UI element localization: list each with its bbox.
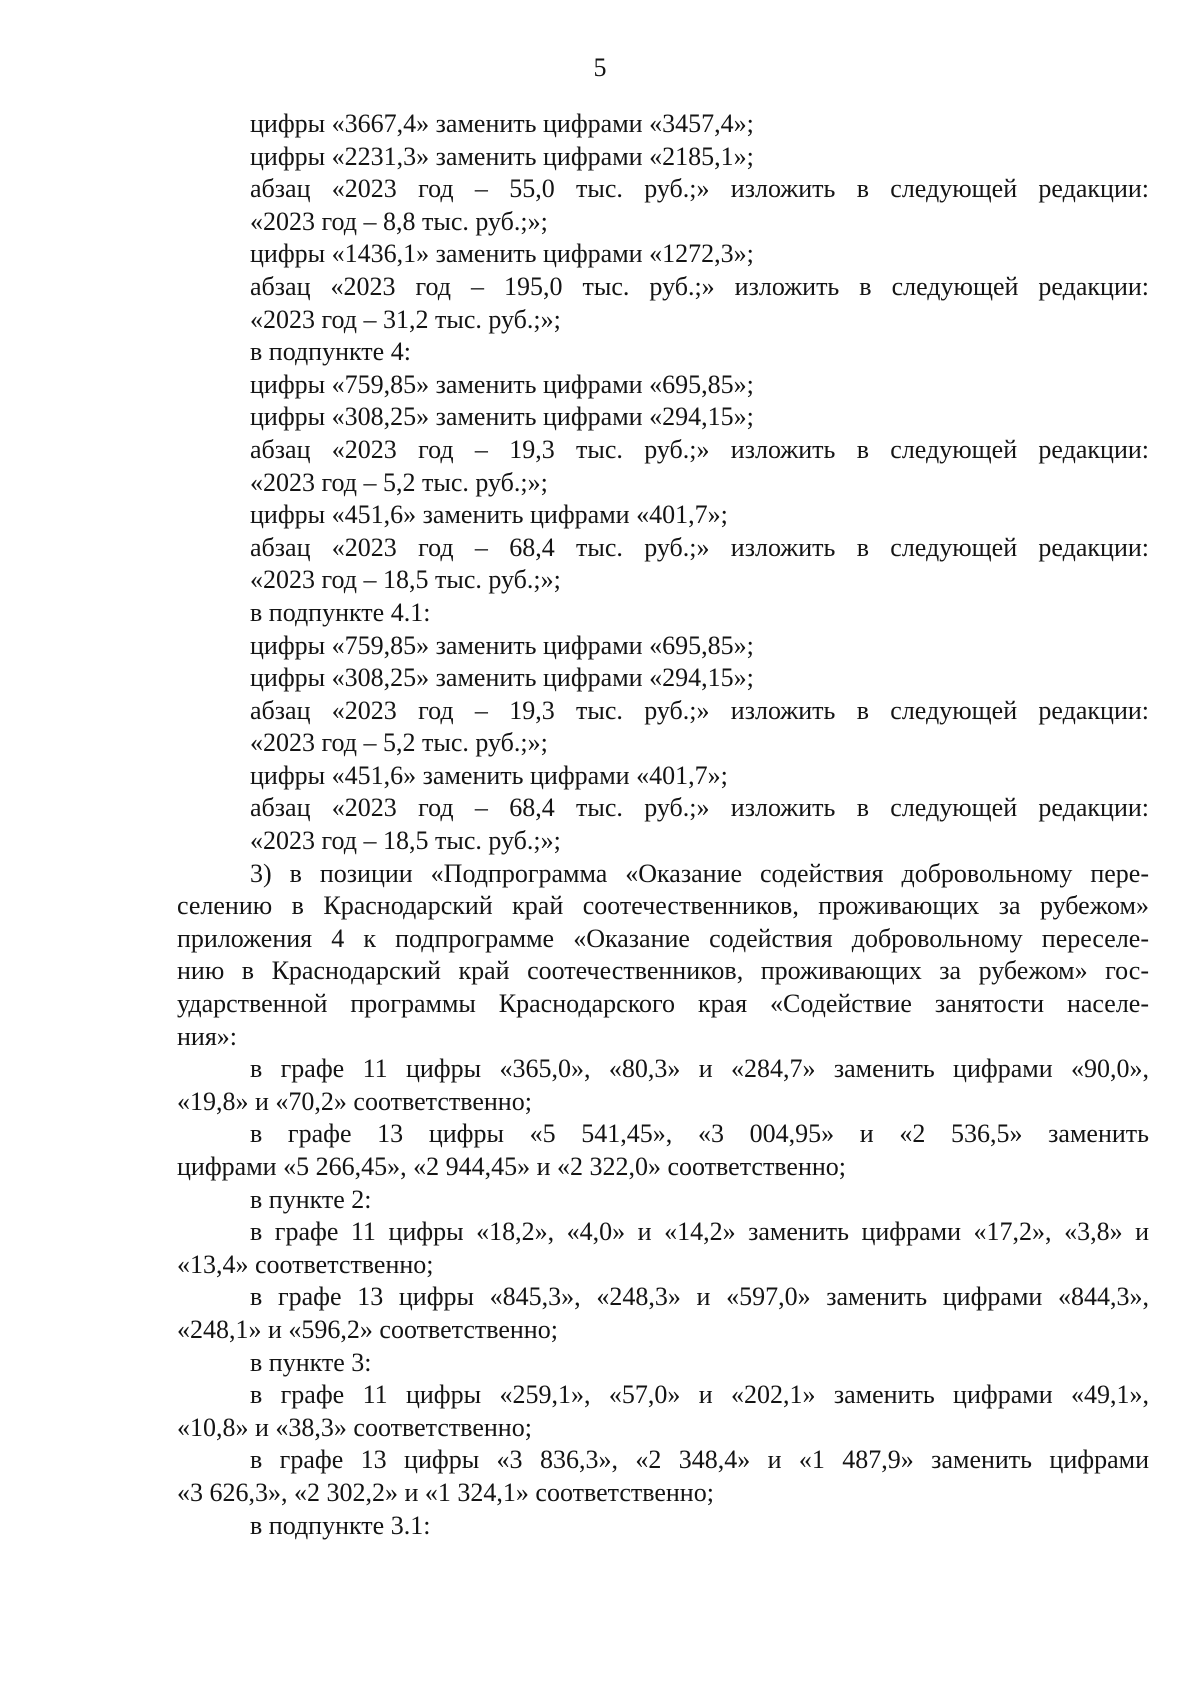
text-line: в графе 11 цифры «18,2», «4,0» и «14,2» заменить цифрами «17,2», «3,8» и	[250, 1217, 1149, 1247]
text-line: цифрами «5 266,45», «2 944,45» и «2 322,0» соответственно;	[177, 1152, 847, 1181]
text-line: в подпункте 4.1:	[250, 597, 431, 627]
text-line: «2023 год – 5,2 тыс. руб.;»;	[250, 467, 548, 497]
text-line: селению в Краснодарский край соотечественников, проживающих за рубежом»	[177, 891, 1149, 921]
text-line: в подпункте 3.1:	[250, 1510, 431, 1540]
text-line: цифры «451,6» заменить цифрами «401,7»;	[250, 500, 728, 530]
text-line: цифры «3667,4» заменить цифрами «3457,4»;	[250, 109, 754, 138]
text-line: в подпункте 4:	[250, 337, 411, 367]
text-line: «3 626,3», «2 302,2» и «1 324,1» соответственно;	[177, 1477, 714, 1507]
text-line: абзац «2023 год – 68,4 тыс. руб.;» изложить в следующей редакции:	[250, 532, 1149, 562]
text-line: цифры «308,25» заменить цифрами «294,15»;	[250, 663, 754, 693]
text-line: «13,4» соответственно;	[177, 1249, 434, 1279]
page-number: 5	[593, 53, 607, 82]
text-line: «2023 год – 31,2 тыс. руб.;»;	[250, 304, 561, 334]
text-line: в графе 13 цифры «845,3», «248,3» и «597,0» заменить цифрами «844,3»,	[250, 1282, 1149, 1312]
text-line: «2023 год – 5,2 тыс. руб.;»;	[250, 728, 548, 758]
text-line: ния»:	[177, 1021, 238, 1051]
text-line: «248,1» и «596,2» соответственно;	[177, 1314, 558, 1344]
text-line: нию в Краснодарский край соотечественников, проживающих за рубежом» гос-	[177, 956, 1149, 986]
text-line: цифры «308,25» заменить цифрами «294,15»;	[250, 402, 754, 432]
text-line: абзац «2023 год – 55,0 тыс. руб.;» изложить в следующей редакции:	[250, 174, 1149, 204]
text-line: в пункте 2:	[250, 1184, 372, 1214]
text-line: абзац «2023 год – 68,4 тыс. руб.;» изложить в следующей редакции:	[250, 793, 1149, 823]
text-line: ударственной программы Краснодарского края «Содействие занятости населе-	[177, 989, 1149, 1019]
text-line: цифры «1436,1» заменить цифрами «1272,3»;	[250, 239, 754, 269]
text-line: «2023 год – 18,5 тыс. руб.;»;	[250, 565, 561, 595]
text-line: в графе 13 цифры «3 836,3», «2 348,4» и «1 487,9» заменить цифрами	[250, 1445, 1149, 1475]
text-line: цифры «451,6» заменить цифрами «401,7»;	[250, 760, 728, 790]
text-line: приложения 4 к подпрограмме «Оказание содействия добровольному переселе-	[177, 923, 1149, 953]
document-body	[177, 108, 1149, 1542]
text-line: цифры «2231,3» заменить цифрами «2185,1»;	[250, 141, 754, 171]
text-line: абзац «2023 год – 19,3 тыс. руб.;» изложить в следующей редакции:	[250, 695, 1149, 725]
text-line: в графе 11 цифры «259,1», «57,0» и «202,1» заменить цифрами «49,1»,	[250, 1380, 1149, 1410]
text-line: «19,8» и «70,2» соответственно;	[177, 1086, 532, 1116]
text-line: «2023 год – 18,5 тыс. руб.;»;	[250, 826, 561, 856]
text-line: в пункте 3:	[250, 1347, 372, 1377]
text-line: в графе 11 цифры «365,0», «80,3» и «284,7» заменить цифрами «90,0»,	[250, 1054, 1149, 1084]
text-line: «2023 год – 8,8 тыс. руб.;»;	[250, 206, 548, 236]
text-line: 3) в позиции «Подпрограмма «Оказание содействия добровольному пере-	[250, 858, 1149, 888]
text-line: в графе 13 цифры «5 541,45», «3 004,95» и «2 536,5» заменить	[250, 1119, 1149, 1149]
text-line: цифры «759,85» заменить цифрами «695,85»;	[250, 630, 754, 660]
text-line: «10,8» и «38,3» соответственно;	[177, 1412, 532, 1442]
text-line: абзац «2023 год – 19,3 тыс. руб.;» изложить в следующей редакции:	[250, 434, 1149, 464]
text-line: абзац «2023 год – 195,0 тыс. руб.;» изложить в следующей редакции:	[250, 271, 1149, 301]
text-line: цифры «759,85» заменить цифрами «695,85»;	[250, 369, 754, 399]
